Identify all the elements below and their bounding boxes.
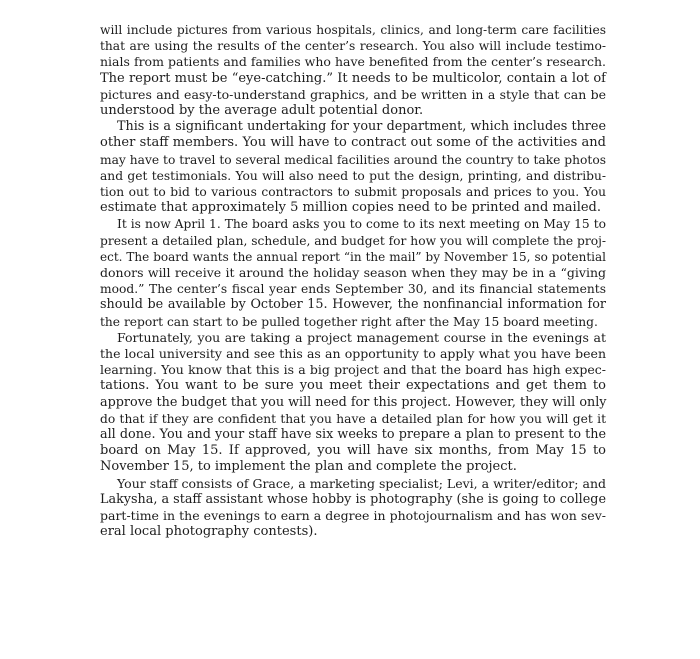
text-line: nials from patients and families who have benefited from the center’s research. [100,54,606,70]
text-line: Your staff consists of Grace, a marketing specialist; Levi, a writer/editor; and [117,475,606,491]
paragraph-4 [100,330,606,476]
text-line: that are using the results of the center’s research. You also will include testimo- [100,39,606,54]
paragraph-5 [100,476,606,541]
document-page [100,22,606,541]
text-line: pictures and easy-to-understand graphics, and be written in a style that can be [100,86,606,102]
text-line: mood.” The center’s fiscal year ends September 30, and its financial statements [100,282,606,297]
text-line: Lakysha, a staff assistant whose hobby is photography (she is going to college [100,491,606,507]
text-line: eral local photography contests). [100,524,318,540]
text-line: understood by the average adult potential donor. [100,103,424,119]
paragraph-1 [100,22,606,119]
text-line: the local university and see this as an opportunity to apply what you have been [100,346,606,362]
text-line: approve the budget that you will need for this project. However, they will only [100,394,607,410]
text-line: present a detailed plan, schedule, and budget for how you will complete the proj- [100,233,607,248]
text-line: tations. You want to be sure you meet their expectations and get them to [100,378,606,394]
text-line: all done. You and your staff have six weeks to prepare a plan to present to the [100,427,606,443]
text-line: Fortunately, you are taking a project management course in the evenings at [117,329,606,345]
text-line: ect. The board wants the annual report “in the mail” by November 15, so potential [100,249,606,264]
text-line: and get testimonials. You will also need to put the design, printing, and distribu- [100,168,606,183]
paragraph-3 [100,216,606,329]
text-line: other staff members. You will have to contract out some of the activities and [100,135,606,151]
text-line: will include pictures from various hospitals, clinics, and long-term care facilities [100,23,606,37]
text-line: The report must be “eye-catching.” It needs to be multicolor, contain a lot of [100,70,606,86]
text-line: do that if they are confident that you have a detailed plan for how you will get it [100,411,606,426]
paragraph-2 [100,119,606,216]
text-line: estimate that approximately 5 million copies need to be printed and mailed. [100,200,602,216]
text-line: This is a significant undertaking for your department, which includes three [117,119,606,135]
text-line: part-time in the evenings to earn a degree in photojournalism and has won sev- [100,508,606,524]
text-line: board on May 15. If approved, you will have six months, from May 15 to [100,443,606,459]
text-line: It is now April 1. The board asks you to come to its next meeting on May 15 to [117,217,606,232]
text-line: donors will receive it around the holiday season when they may be in a “giving [100,265,606,281]
text-line: should be available by October 15. However, the nonfinancial information for [100,297,606,313]
text-line: tion out to bid to various contractors to submit proposals and prices to you. You [100,185,606,200]
text-line: may have to travel to several medical facilities around the country to take photos [100,152,606,167]
text-line: the report can start to be pulled together right after the May 15 board meeting. [100,314,598,329]
text-line: November 15, to implement the plan and complete the project. [100,459,517,475]
text-line: learning. You know that this is a big project and that the board has high expec- [100,362,606,378]
